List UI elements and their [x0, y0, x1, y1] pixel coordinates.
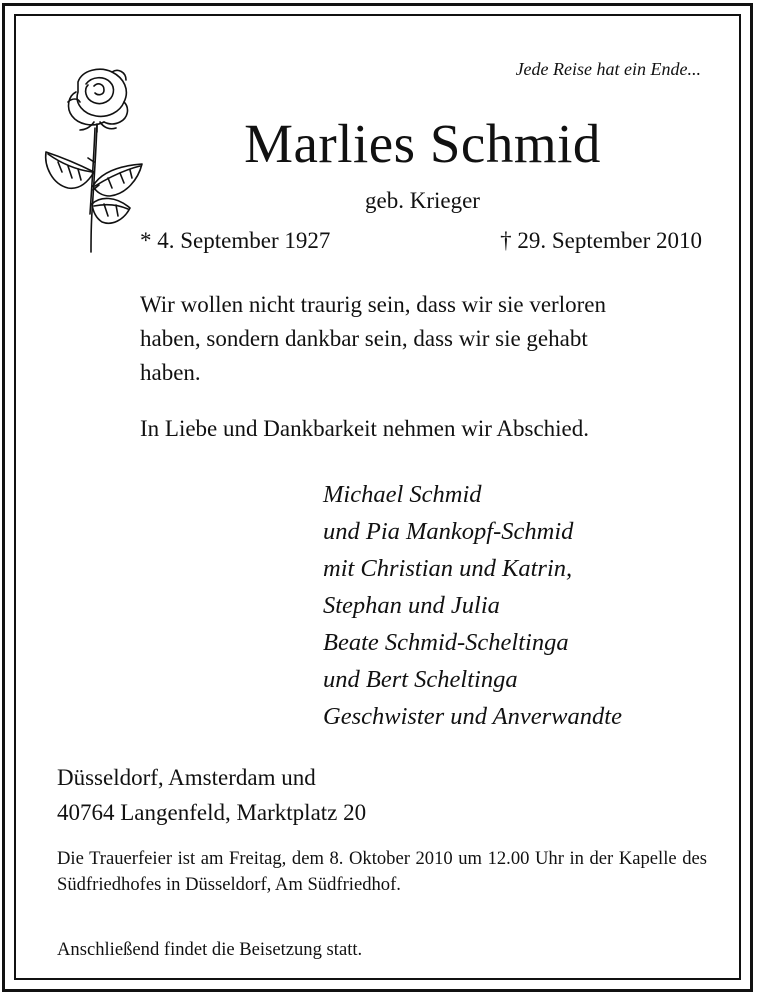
mourner-line: und Pia Mankopf-Schmid [323, 518, 574, 545]
mourner-line: Geschwister und Anverwandte [323, 703, 622, 730]
death-date: † 29. September 2010 [500, 228, 702, 253]
address-line: Düsseldorf, Amsterdam und [57, 765, 316, 790]
quote-line: haben. [140, 360, 201, 385]
memorial-quote [140, 288, 710, 390]
quote-line: haben, sondern dankbar sein, dass wir sie gehabt [140, 326, 588, 351]
motto: Jede Reise hat ein Ende... [515, 59, 701, 79]
address-line: 40764 Langenfeld, Marktplatz 20 [57, 800, 367, 825]
address-block [57, 760, 366, 830]
mourner-line: Michael Schmid [323, 481, 482, 508]
deceased-name: Marlies Schmid [244, 113, 601, 174]
mourner-line: und Bert Scheltinga [323, 666, 518, 693]
mourners-list [323, 476, 622, 735]
mourner-line: Stephan und Julia [323, 592, 500, 619]
mourner-line: mit Christian und Katrin, [323, 555, 573, 582]
birth-date: * 4. September 1927 [140, 228, 331, 253]
quote-line: Wir wollen nicht traurig sein, dass wir sie verloren [140, 292, 606, 317]
burial-notice: Anschließend findet die Beisetzung statt. [57, 939, 363, 960]
mourner-line: Beate Schmid-Scheltinga [323, 629, 569, 656]
maiden-name: geb. Krieger [365, 188, 480, 213]
farewell-line: In Liebe und Dankbarkeit nehmen wir Abschied. [140, 416, 590, 441]
funeral-notice: Die Trauerfeier ist am Freitag, dem 8. Oktober 2010 um 12.00 Uhr in der Kapelle des Südfriedhofes in Düsseldorf, Am Südfriedhof. [57, 848, 707, 895]
